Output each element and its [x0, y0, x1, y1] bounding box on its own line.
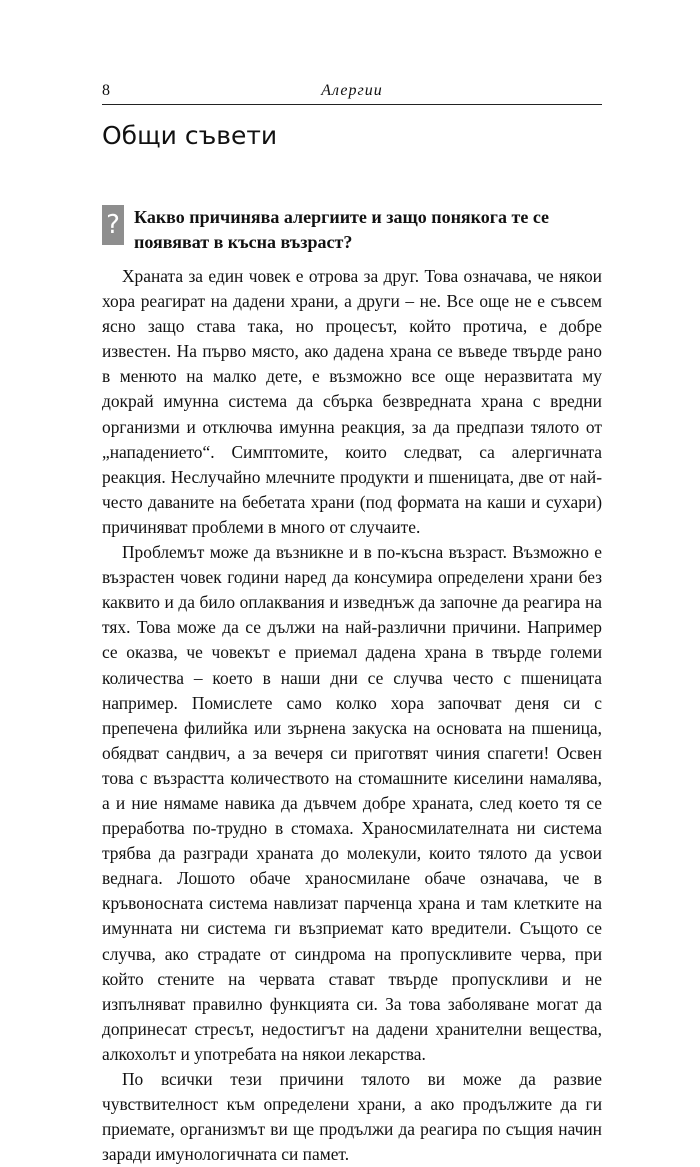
question-text: Какво причинява алергиите и защо понякога те се появяват в късна възраст?: [134, 207, 550, 252]
running-header: [102, 80, 602, 102]
header-rule: [102, 104, 602, 105]
running-title: Алергии: [321, 82, 383, 99]
body-text: [102, 264, 602, 1167]
question-mark-icon: ?: [102, 205, 124, 245]
question-block: [102, 205, 602, 257]
page-number: 8: [102, 82, 110, 99]
paragraph-2: Проблемът може да възникне и в по-късна възраст. Възможно е възрастен човек години наред да консумира определени храни без каквито и да било оплаквания и изведнъж да започне да реагира на тях. Това може да се дължи на най-различни причини. Например се оказва, че човекът е приемал дадена храна в твърде големи количества – което в наши дни се случва често с пшеницата например. Помислете само колко хора започват деня си с препечена филийка или зърнена закуска на основата на пшеница, обядват сандвич, а за вечеря си приготвят чиния спагети! Освен това с възрастта количеството на стомашните киселини намалява, а и ние нямаме навика да дъвчем добре храната, след което тя се преработва по-трудно в стомаха. Храносмилателната ни система трябва да разгради храната до молекули, които тялото да усвои веднага. Лошото обаче храносмилане обаче означава, че в кръвоносната система навлизат парченца храна и там клетките на имунната ни система ги възприемат като вредители. Същото се случва, ако страдате от синдрома на пропускливите черва, при който стените на червата стават твърде пропускливи и не изпълняват правилно функцията си. За това заболяване могат да допринесат стресът, недостигът на дадени хранителни вещества, алкохолът и употребата на някои лекарства.: [102, 542, 602, 1064]
paragraph-1: Храната за един човек е отрова за друг. Това означава, че някои хора реагират на дадени храни, а други – не. Все още не е съвсем ясно защо става така, но процесът, който протича, е добре известен. На първо място, ако дадена храна се въведе твърде рано в менюто на малко дете, е възможно все още неразвитата му докрай имунна система да сбърка безвредната храна с вредни организми и отключва имунна реакция, за да предпази тялото от „нападението“. Симптомите, които следват, са алергичната реакция. Неслучайно млечните продукти и пшеницата, две от най-често даваните на бебетата храни (под формата на каши и сухари) причиняват проблеми в много от случаите.: [102, 266, 602, 537]
section-title: Общи съвети: [102, 121, 278, 150]
paragraph-3: По всички тези причини тялото ви може да развие чувствителност към определени храни, а ако продължите да ги приемате, организмът ви ще продължи да реагира по същия начин заради имунологичната си памет.: [102, 1069, 602, 1165]
